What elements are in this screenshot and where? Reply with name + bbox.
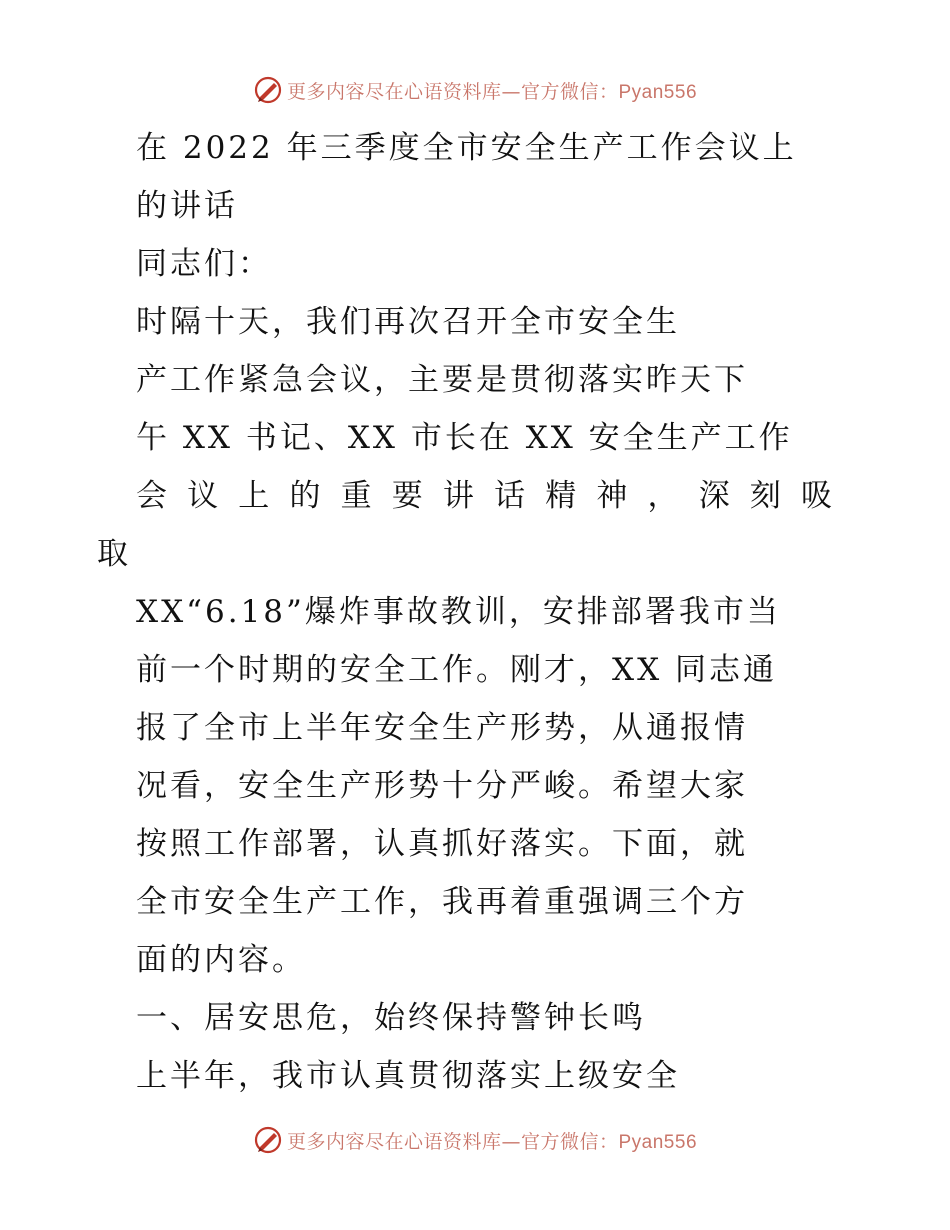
salutation: 同志们：	[136, 246, 272, 282]
text-line: 全市安全生产工作，我再着重强调三个方	[136, 884, 748, 920]
text-line: XX“6.18”爆炸事故教训，安排部署我市当	[136, 594, 781, 630]
text-line: 面的内容。	[136, 942, 306, 978]
text-line: 午 XX 书记、XX 市长在 XX 安全生产工作	[136, 420, 793, 456]
text-line: 按照工作部署，认真抓好落实。下面，就	[136, 826, 748, 862]
title-line-2: 的讲话	[136, 188, 238, 224]
section-heading: 一、居安思危，始终保持警钟长鸣	[136, 1000, 646, 1036]
text-line: 况看，安全生产形势十分严峻。希望大家	[136, 768, 748, 804]
text-line-flush: 取	[97, 536, 131, 572]
text-line: 上半年，我市认真贯彻落实上级安全	[136, 1058, 680, 1094]
pen-logo-icon	[253, 1125, 283, 1155]
title-line-1: 在 2022 年三季度全市安全生产工作会议上	[136, 130, 797, 166]
text-line: 时隔十天，我们再次召开全市安全生	[136, 304, 680, 340]
banner-text: 更多内容尽在心语资料库—官方微信：Pyan556	[286, 80, 698, 103]
text-line: 报了全市上半年安全生产形势，从通报情	[136, 710, 748, 746]
text-line: 前一个时期的安全工作。刚才，XX 同志通	[136, 652, 777, 688]
text-line: 产工作紧急会议，主要是贯彻落实昨天下	[136, 362, 748, 398]
banner-text: 更多内容尽在心语资料库—官方微信：Pyan556	[286, 1130, 698, 1153]
text-line-justified: 会议上的重要讲话精神，深刻吸	[136, 478, 832, 514]
footer-watermark-banner	[0, 1120, 950, 1160]
